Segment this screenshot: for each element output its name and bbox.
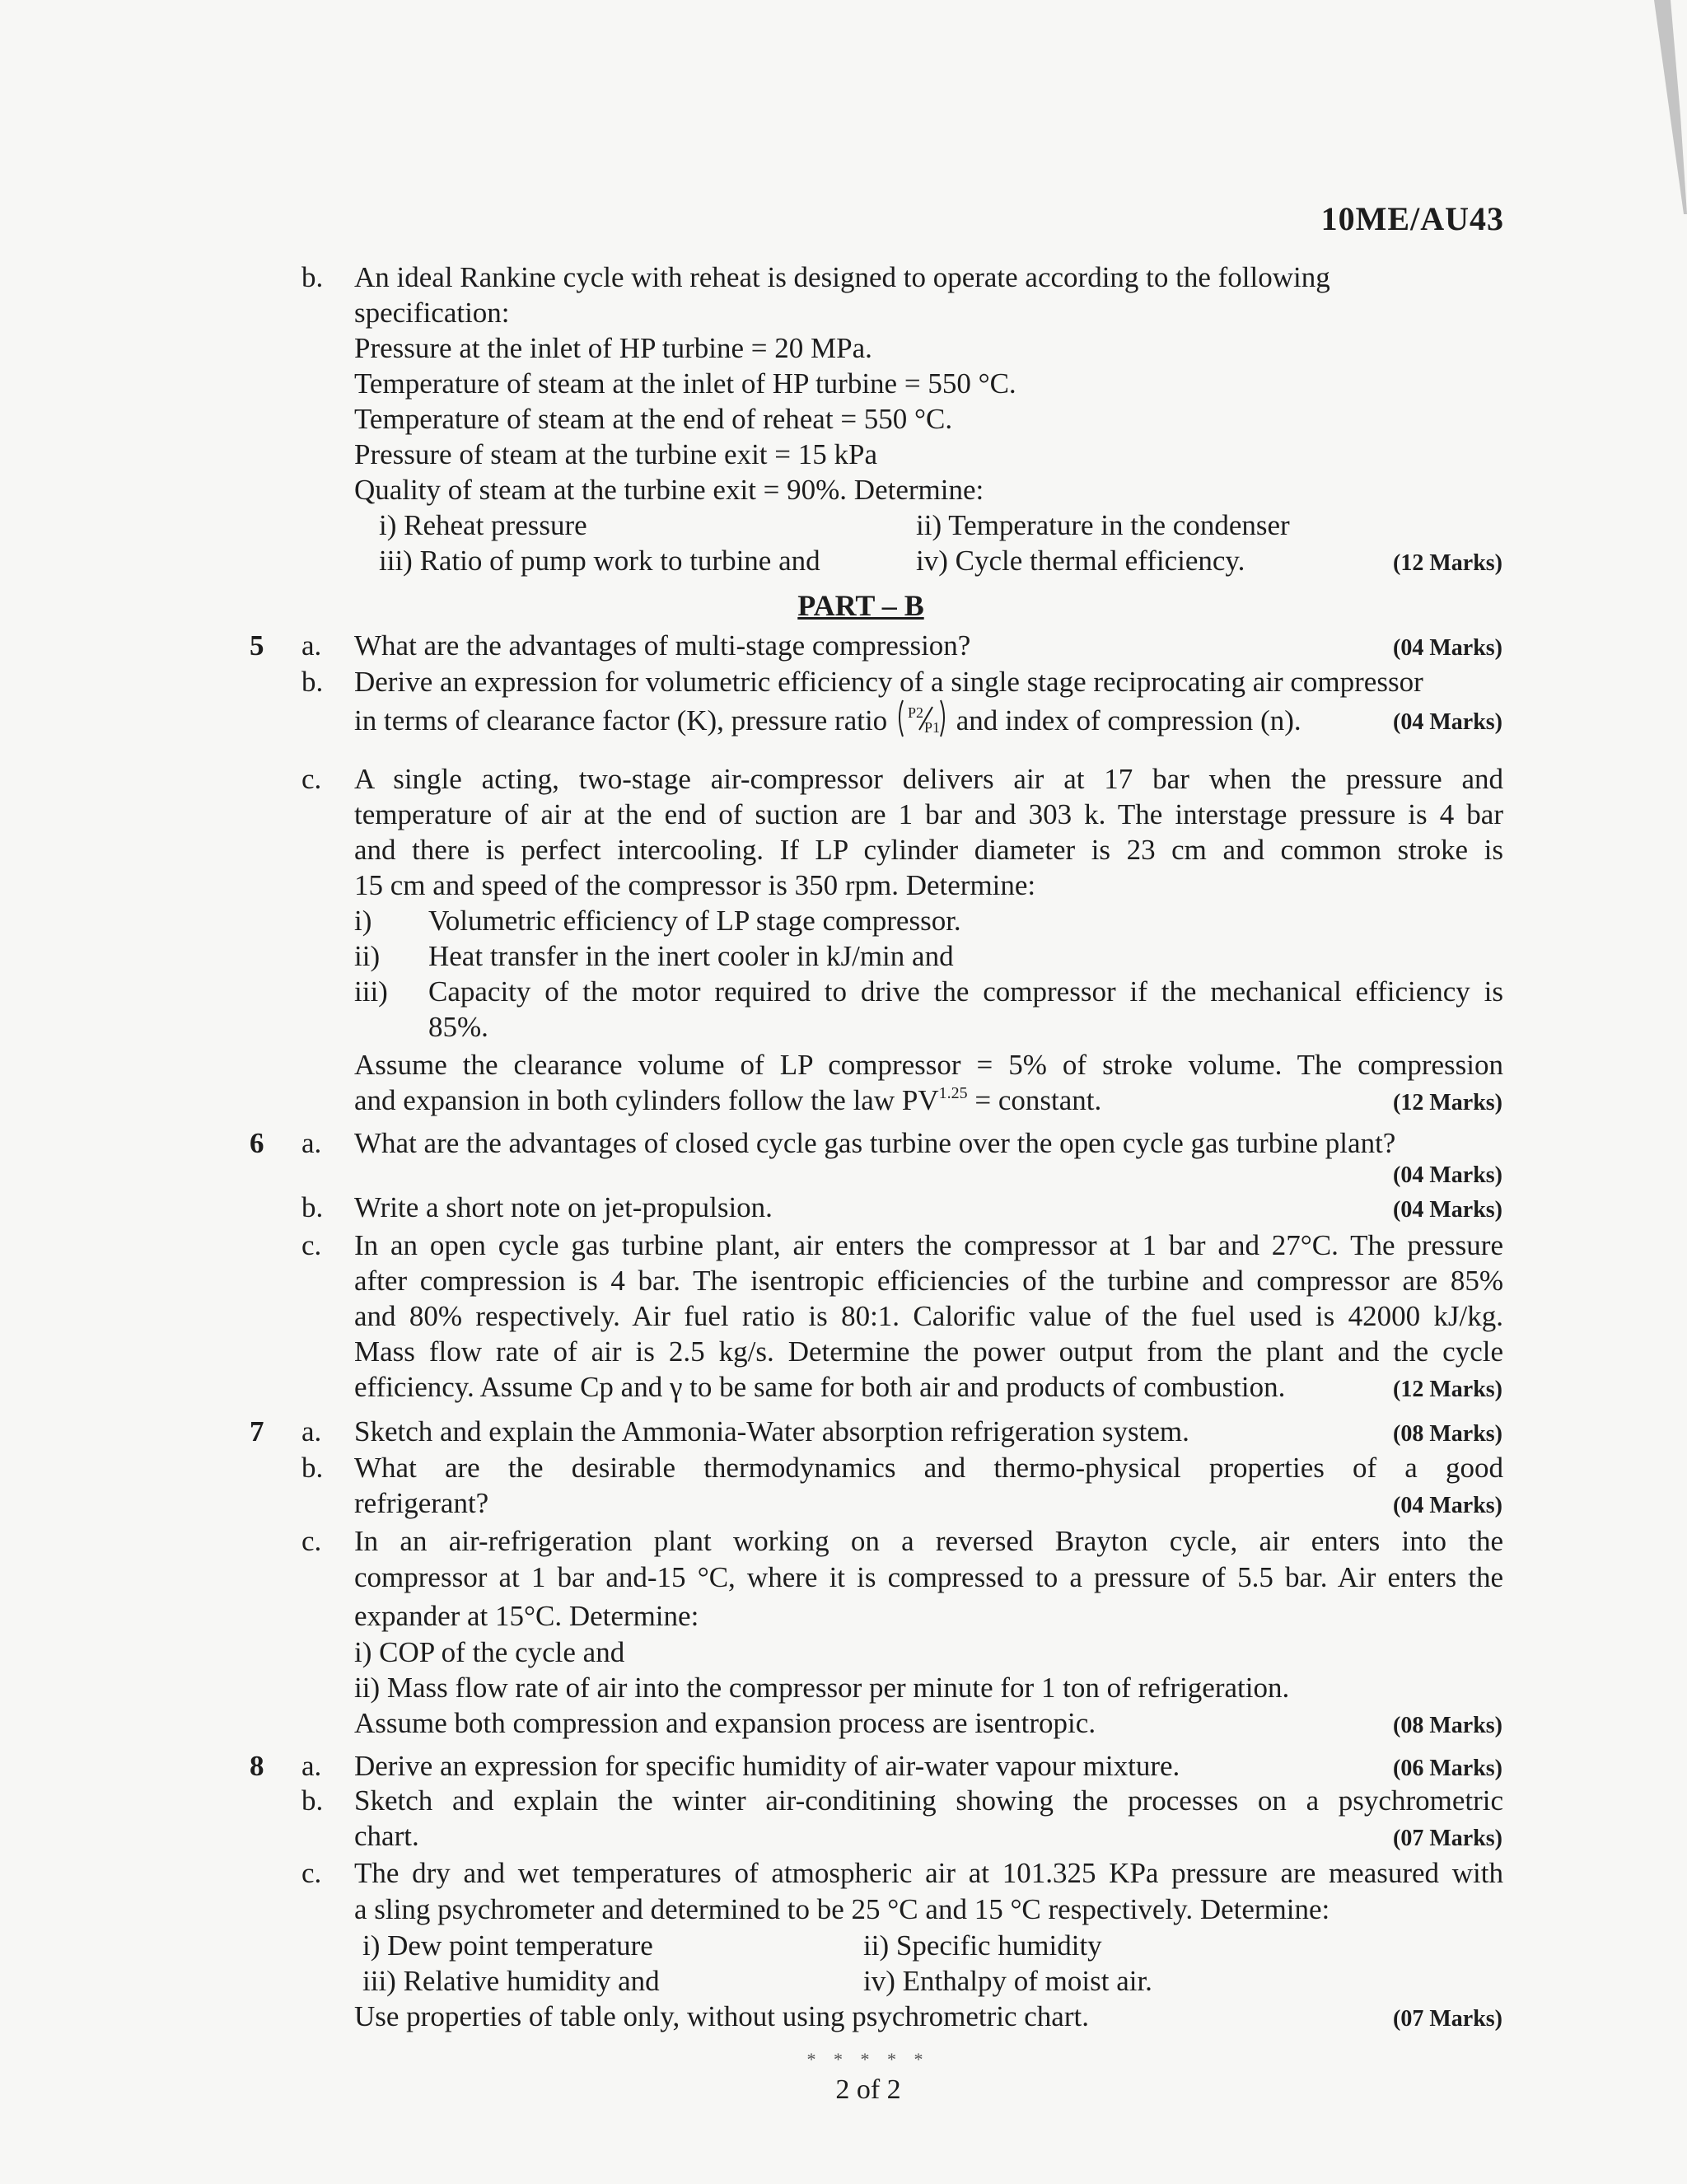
page-number: 2 of 2 [835, 2074, 901, 2105]
q4b-marks: (12 Marks) [1393, 550, 1502, 576]
part-b-heading: PART – B [797, 589, 924, 622]
pressure-ratio-fraction: P2 P1 [895, 702, 949, 735]
end-stars: * * * * * [806, 2049, 930, 2069]
scan-edge-shadow [1638, 0, 1687, 214]
exam-page: 10ME/AU43 b. An ideal Rankine cycle with reheat is designed to operate according to the following specification: Pressure at the inlet of HP turbine = 20 MPa. Temperature of steam at the inlet of HP turbine = 550 °C. Temperature of steam at the end of reheat = 550 °C. Pressure of steam at the turbine exit = 15 kPa Quality of steam at the turbine exit = 90%. Determine: i) Reheat pressure ii) Temperature in the condenser iii) Ratio of pump work to turbine and iv) Cycle thermal efficiency. (12 Marks) PART – B 5 a. What are the advantages of multi-stage compression? (04 Marks) b. Derive an expression for volumetric efficiency of a single stage reciprocating air compressor in terms of clearance factor (K), pressure ratio P2 P1 and index of compression (n). (04 Marks) c. A single acting, two-stage air-compressor delivers air at 17 bar when the pressure and temperature of air at the end of suction are 1 bar and 303 k. The interstage pressure is 4 bar and there is perfect intercooling. If LP cylinder diameter is 23 cm and common stroke is 15 cm and speed of the compressor is 350 rpm. Determine: i) Volumetric efficiency of LP stage compressor. ii) Heat transfer in the inert cooler in kJ/min and iii) Capacity of the motor required to drive the compressor if the mechanical efficiency is 85%. Assume the clearance volume of LP compressor = 5% of stroke volume. The compression and expansion in both cylinders follow the law $PV^{1.25}$ = constant. (12 Marks) 6 a. What are the advantages of closed cycle gas turbine over the open cycle gas turbine plant? (04 Marks) b. Write a short note on jet-propulsion. (04 Marks) c. In an open cycle gas turbine plant, air enters the compressor at 1 bar and 27°C. The pressure after compression is 4 bar. The isentropic efficiencies of the turbine and compressor are 85% and 80% respectively. Air fuel ratio is 80:1. Calorific value of the fuel used is 42000 kJ/kg. Mass flow rate of air is 2.5 kg/s. Determine the power output from the plant and the cycle efficiency. Assume Cp and γ to be same for both air and products of combustion. (12 Marks) 7 a. Sketch and explain the Ammonia-Water absorption refrigeration system. (08 Marks) b. What are the desirable thermodynamics and thermo-physical properties of a good refrigerant? (04 Marks) c. In an air-refrigeration plant working on a reversed Brayton cycle, air enters into the compressor at 1 bar and-15 °C, where it is compressed to a pressure of 5.5 bar. Air enters the expander at 15°C. Determine: i) COP of the cycle and ii) Mass flow rate of air into the compressor per minute for 1 ton of refrigeration. Assume both compression and expansion process are isentropic. (08 Marks) 8 a. Derive an expression for specific humidity of air-water vapour mixture. (06 Marks) b. Sketch and explain the winter air-conditining showing the processes on a psychrometric chart. (07 Marks) c. The dry and wet temperatures of atmospheric air at 101.325 KPa pressure are measured with a sling psychrometer and determined to be 25 °C and 15 °C respectively. Determine: i) Dew point temperature ii) Specific humidity iii) Relative humidity and iv) Enthalpy of moist air. Use properties of table only, without using psychrometric chart. (07 Marks) * * * * * 2 of 2 [0, 0, 1687, 2184]
course-code: 10ME/AU43 [1320, 200, 1504, 237]
